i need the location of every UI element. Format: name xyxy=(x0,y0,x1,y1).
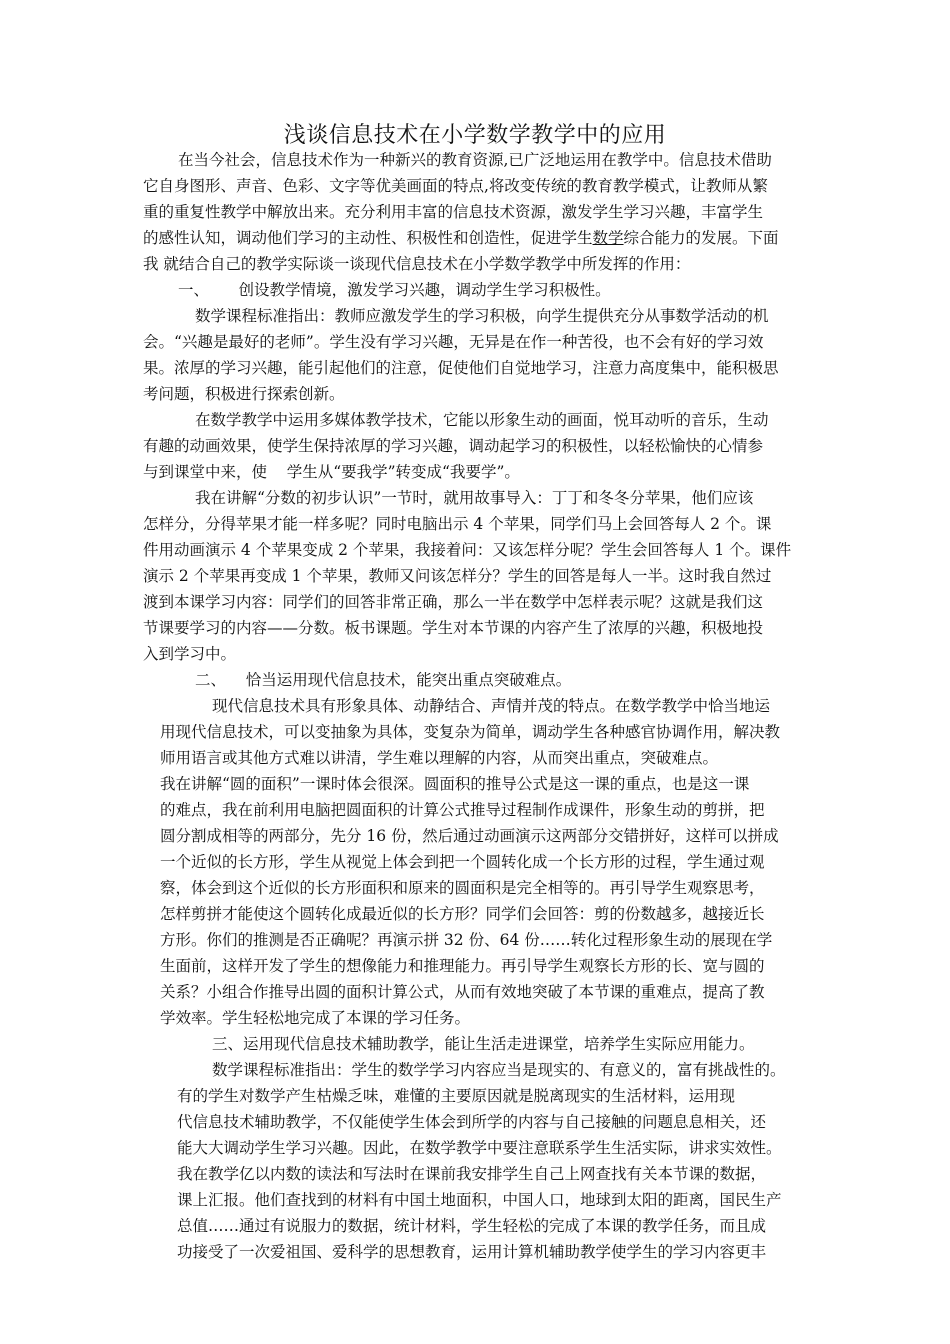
text-line: 察，体会到这个近似的长方形面积和原来的圆面积是完全相等的。再引导学生观察思考， xyxy=(160,879,765,897)
text-line: 有的学生对数学产生枯燥乏味，难懂的主要原因就是脱离现实的生活材料，运用现 xyxy=(177,1087,736,1105)
text-line: 能大大调动学生学习兴趣。因此，在数学教学中要注意联系学生生活实际，讲求实效性。 xyxy=(177,1139,782,1157)
text-line: 演示 2 个苹果再变成 1 个苹果，教师又问该怎样分？学生的回答是每人一半。这时我自然过 xyxy=(143,567,772,585)
text-line: 我在教学亿以内数的读法和写法时在课前我安排学生自己上网查找有关本节课的数据， xyxy=(177,1165,767,1183)
text-line: 怎样分，分得苹果才能一样多呢？同时电脑出示 4 个苹果，同学们马上会回答每人 2 个。课 xyxy=(143,515,772,533)
text-line: 用现代信息技术，可以变抽象为具体，变复杂为简单，调动学生各种感官协调作用，解决教 xyxy=(160,723,781,741)
text-line: 课上汇报。他们查找到的材料有中国土地面积，中国人口，地球到太阳的距离，国民生产 xyxy=(177,1191,782,1209)
text-line: 它自身图形、声音、色彩、文字等优美画面的特点,将改变传统的教育教学模式，让教师从繁 xyxy=(143,177,768,195)
section-heading: 二、 恰当运用现代信息技术，能突出重点突破难点。 xyxy=(195,671,572,689)
text-line: 师用语言或其他方式难以讲清，学生难以理解的内容，从而突出重点，突破难点。 xyxy=(160,749,719,767)
text-line: 与到课堂中来，使 学生从“要我学”转变成“我要学”。 xyxy=(143,463,520,481)
text-line: 方形。你们的推测是否正确呢？再演示拼 32 份、64 份……转化过程形象生动的展现在学 xyxy=(160,931,773,949)
text-segment: 的感性认知，调动他们学习的主动性、积极性和创造性，促进学生 xyxy=(143,229,593,247)
text-line: 入到学习中。 xyxy=(143,645,237,663)
text-line: 件用动画演示 4 个苹果变成 2 个苹果，我接着问：又该怎样分呢？学生会回答每人 1 个。课件 xyxy=(143,541,792,559)
text-line: 会。“兴趣是最好的老师”。学生没有学习兴趣，无异是在作一种苦役，也不会有好的学习效 xyxy=(143,333,764,351)
text-line: 我在讲解“分数的初步认识”一节时，就用故事导入：丁丁和冬冬分苹果，他们应该 xyxy=(195,489,754,507)
text-line: 数学课程标准指出：教师应激发学生的学习积极，向学生提供充分从事数学活动的机 xyxy=(195,307,769,325)
text-line: 考问题，积极进行探索创新。 xyxy=(143,385,345,403)
text-line: 总值……通过有说服力的数据，统计材料，学生轻松的完成了本课的教学任务，而且成 xyxy=(177,1217,767,1235)
text-line: 功接受了一次爱祖国、爱科学的思想教育，运用计算机辅助教学使学生的学习内容更丰 xyxy=(177,1243,767,1261)
text-line: 在当今社会，信息技术作为一种新兴的教育资源,已广泛地运用在教学中。信息技术借助 xyxy=(178,151,772,169)
text-line: 我在讲解“圆的面积”一课时体会很深。圆面积的推导公式是这一课的重点，也是这一课 xyxy=(160,775,750,793)
text-line: 一个近似的长方形，学生从视觉上体会到把一个圆转化成一个长方形的过程，学生通过观 xyxy=(160,853,765,871)
text-line: 现代信息技术具有形象具体、动静结合、声情并茂的特点。在数学教学中恰当地运 xyxy=(212,697,771,715)
text-line: 生面前，这样开发了学生的想像能力和推理能力。再引导学生观察长方形的长、宽与圆的 xyxy=(160,957,765,975)
text-line: 重的重复性教学中解放出来。充分利用丰富的信息技术资源，激发学生学习兴趣，丰富学生 xyxy=(143,203,764,221)
text-line: 的难点，我在前利用电脑把圆面积的计算公式推导过程制作成课件，形象生动的剪拼，把 xyxy=(160,801,765,819)
text-line xyxy=(143,225,779,251)
text-line: 节课要学习的内容——分数。板书课题。学生对本节课的内容产生了浓厚的兴趣，积极地投 xyxy=(143,619,764,637)
text-line: 我 就结合自己的教学实际谈一谈现代信息技术在小学数学教学中所发挥的作用： xyxy=(143,255,691,273)
text-line: 数学课程标准指出：学生的数学学习内容应当是现实的、有意义的，富有挑战性的。 xyxy=(212,1061,786,1079)
section-heading: 一、 创设教学情境，激发学习兴趣，调动学生学习积极性。 xyxy=(178,281,611,299)
text-line: 怎样剪拼才能使这个圆转化成最近似的长方形？同学们会回答：剪的份数越多，越接近长 xyxy=(160,905,765,923)
text-line: 在数学教学中运用多媒体教学技术，它能以形象生动的画面，悦耳动听的音乐，生动 xyxy=(195,411,769,429)
text-line: 学效率。学生轻松地完成了本课的学习任务。 xyxy=(160,1009,471,1027)
text-line: 有趣的动画效果，使学生保持浓厚的学习兴趣，调动起学习的积极性，以轻松愉快的心情参 xyxy=(143,437,764,455)
section-heading: 三、运用现代信息技术辅助教学，能让生活走进课堂，培养学生实际应用能力。 xyxy=(212,1035,755,1053)
text-line: 关系？小组合作推导出圆的面积计算公式，从而有效地突破了本节课的重难点，提高了教 xyxy=(160,983,765,1001)
text-segment: 综合能力的发展。下面 xyxy=(623,229,779,247)
text-line: 圆分割成相等的两部分，先分 16 份，然后通过动画演示这两部分交错拼好，这样可以拼成 xyxy=(160,827,779,845)
text-line: 代信息技术辅助教学，不仅能使学生体会到所学的内容与自己接触的问题息息相关，还 xyxy=(177,1113,767,1131)
text-line: 渡到本课学习内容：同学们的回答非常正确，那么一半在数学中怎样表示呢？这就是我们这 xyxy=(143,593,764,611)
math-link[interactable]: 数学 xyxy=(592,229,624,247)
document-title: 浅谈信息技术在小学数学教学中的应用 xyxy=(283,123,667,148)
text-line: 果。浓厚的学习兴趣，能引起他们的注意，促使他们自觉地学习，注意力高度集中，能积极思 xyxy=(143,359,779,377)
